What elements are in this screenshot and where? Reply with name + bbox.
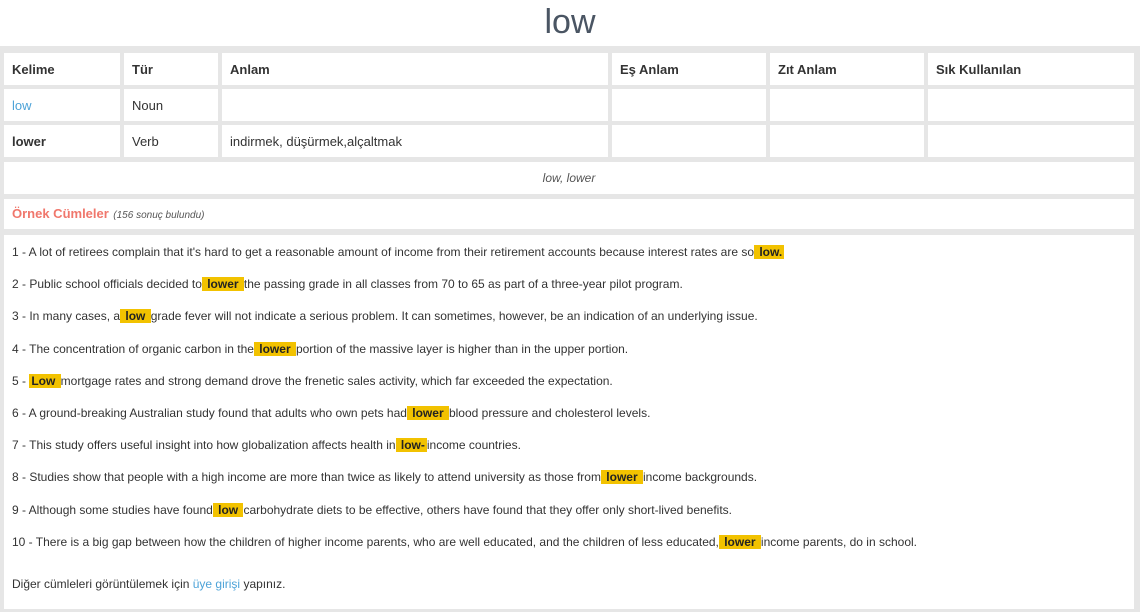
sentence-text: 1 - A lot of retirees complain that it's hard to get a reasonable amount of income from their retirement accounts because interest rates are so — [12, 245, 755, 259]
sentence-text: income parents, do in school. — [760, 534, 917, 549]
dictionary-frame — [0, 46, 1140, 612]
example-sentence — [12, 300, 1134, 332]
examples-panel — [4, 235, 1134, 609]
examples-count: (156 sonuç bulundu) — [113, 210, 205, 221]
highlighted-word: lower — [720, 534, 759, 549]
sentence-text: mortgage rates and strong demand drove the frenetic sales activity, which far exceeded the expectation. — [60, 373, 613, 388]
col-header-antonym: Zıt Anlam — [770, 53, 924, 85]
highlighted-word: Low — [31, 373, 59, 388]
sentence-text: 3 - In many cases, a — [12, 309, 121, 324]
word-lower: lower — [12, 133, 46, 149]
type-cell: Verb — [124, 125, 218, 157]
highlighted-word: lower — [408, 405, 447, 420]
example-sentence — [12, 397, 1134, 429]
example-sentence — [12, 333, 1134, 365]
word-link-low[interactable]: low — [12, 97, 32, 113]
sentence-text: the passing grade in all classes from 70 to 65 as part of a three-year pilot program. — [243, 277, 683, 292]
word-cell[interactable] — [4, 89, 120, 121]
col-header-meaning: Anlam — [222, 53, 608, 85]
synonym-cell — [612, 89, 766, 121]
highlighted-word: low — [122, 309, 149, 324]
sentence-text: blood pressure and cholesterol levels. — [448, 405, 651, 420]
sentence-text: 7 - This study offers useful insight into how globalization affects health in — [12, 438, 396, 453]
example-sentence — [12, 461, 1134, 493]
highlighted-word: low- — [397, 438, 425, 453]
antonym-cell — [770, 125, 924, 157]
meaning-cell: indirmek, düşürmek,alçaltmak — [222, 125, 608, 157]
sentence-text: 6 - A ground-breaking Australian study found that adults who own pets had — [12, 405, 407, 420]
page-title: low — [544, 3, 596, 41]
highlighted-word: low. — [756, 245, 783, 259]
highlighted-word: lower — [203, 277, 242, 292]
col-header-synonym: Eş Anlam — [612, 53, 766, 85]
sentence-text: income countries. — [426, 438, 521, 453]
meaning-cell — [222, 89, 608, 121]
sentence-text: 8 - Studies show that people with a high income are more than twice as likely to attend university as those from — [12, 470, 601, 485]
highlighted-word: lower — [602, 470, 641, 485]
sentence-text: carbohydrate diets to be effective, others have found that they offer only short-lived benefits. — [243, 502, 733, 517]
sentence-text: portion of the massive layer is higher than in the upper portion. — [295, 341, 629, 356]
type-cell: Noun — [124, 89, 218, 121]
antonym-cell — [770, 89, 924, 121]
examples-header — [4, 199, 1134, 229]
sentence-text: 4 - The concentration of organic carbon in the — [12, 341, 254, 356]
common-cell — [928, 89, 1134, 121]
examples-title: Örnek Cümleler — [12, 206, 109, 221]
sentence-text: 9 - Although some studies have found — [12, 502, 213, 517]
common-cell — [928, 125, 1134, 157]
example-sentence — [12, 268, 1134, 300]
highlighted-word: lower — [255, 341, 294, 356]
example-sentence — [12, 494, 1134, 526]
synonym-cell — [612, 125, 766, 157]
sentence-text: grade fever will not indicate a serious problem. It can sometimes, however, be an indication of an underlying issue. — [150, 309, 758, 324]
sentence-list — [4, 235, 1134, 558]
example-sentence — [12, 365, 1134, 397]
login-link[interactable]: üye girişi — [192, 577, 241, 591]
example-sentence — [12, 236, 1134, 268]
col-header-type: Tür — [124, 53, 218, 85]
word-cell — [4, 125, 120, 157]
login-prompt-pre: Diğer cümleleri görüntülemek için — [12, 577, 193, 591]
login-prompt-post: yapınız. — [240, 577, 286, 591]
example-sentence — [12, 526, 1134, 558]
highlighted-word: low — [214, 502, 242, 517]
word-forms: low, lower — [4, 162, 1134, 194]
col-header-word: Kelime — [4, 53, 120, 85]
example-sentence — [12, 429, 1134, 461]
sentence-text: income backgrounds. — [642, 470, 758, 485]
sentence-text: 2 - Public school officials decided to — [12, 277, 202, 292]
login-prompt — [12, 577, 285, 591]
col-header-common: Sık Kullanılan — [928, 53, 1134, 85]
sentence-text: 5 - — [12, 373, 30, 388]
sentence-text: 10 - There is a big gap between how the children of higher income parents, who are well educated, and the children of less educated, — [12, 534, 719, 549]
